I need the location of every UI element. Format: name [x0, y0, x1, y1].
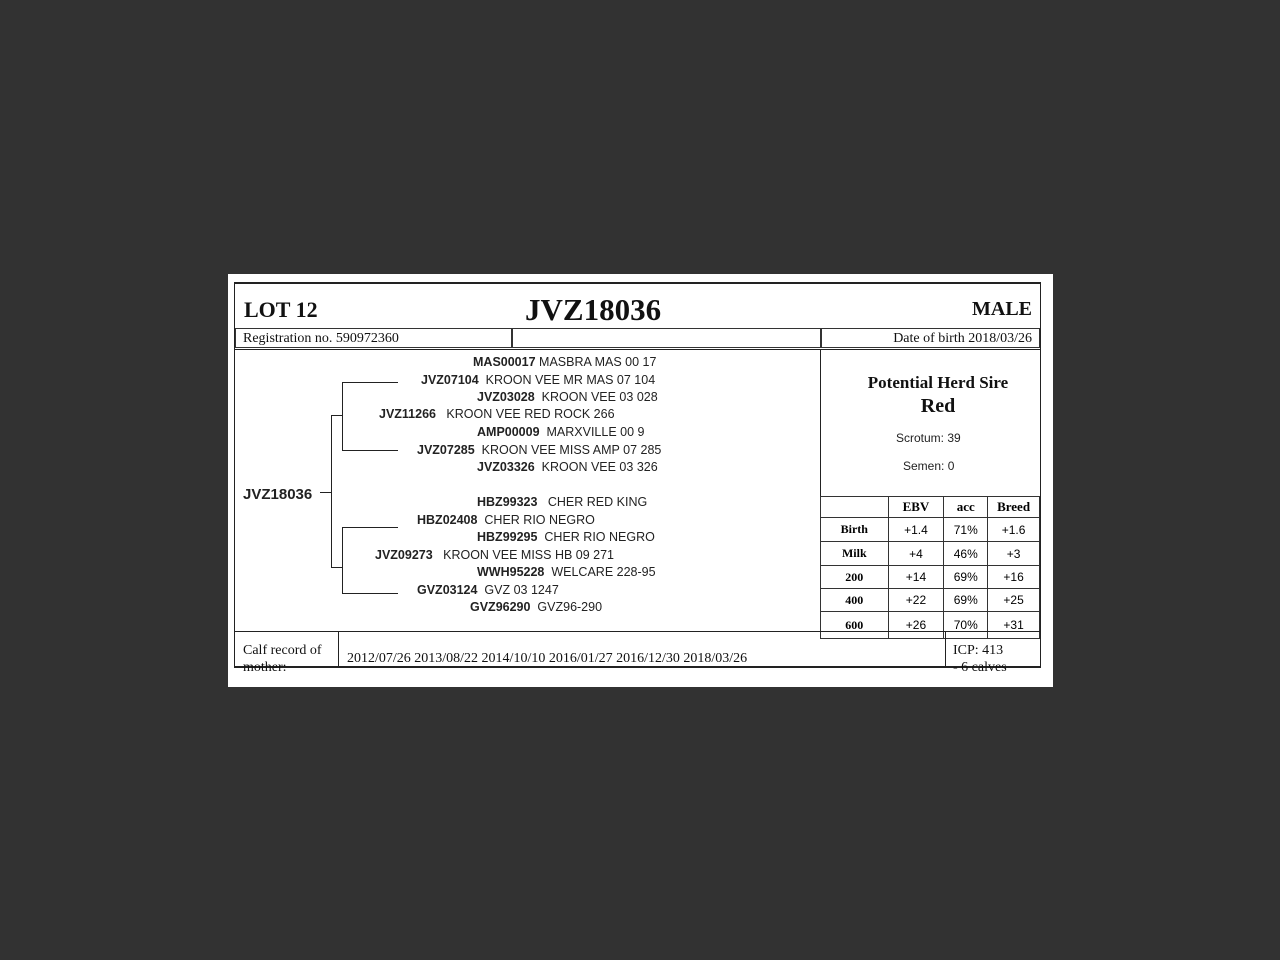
ebv-value: +4: [888, 542, 944, 566]
pedigree-entry: HBZ02408 CHER RIO NEGRO: [417, 513, 595, 527]
pedigree-entry: JVZ03028 KROON VEE 03 028: [477, 390, 658, 404]
blank-cell: [512, 328, 821, 348]
herd-sire-status: Potential Herd Sire: [867, 373, 1009, 392]
icp-value: ICP: 413: [953, 643, 1004, 658]
pedigree-entry: HBZ99323 CHER RED KING: [477, 495, 648, 509]
table-row: [821, 518, 1040, 542]
tree-connector: [342, 527, 343, 593]
acc-value: 69%: [944, 589, 988, 612]
row-label: Milk: [821, 542, 889, 566]
ebv-header-row: [821, 497, 1040, 518]
tree-connector: [342, 450, 398, 451]
cell-divider: [945, 631, 946, 668]
sex-label: MALE: [972, 298, 1032, 320]
breed-value: +1.6: [988, 518, 1040, 542]
date-of-birth: Date of birth 2018/03/26: [893, 331, 1032, 346]
acc-value: 70%: [944, 612, 988, 639]
row-label: 400: [821, 589, 889, 612]
table-row: [821, 612, 1040, 639]
tree-connector: [331, 567, 342, 568]
ebv-header-blank: [821, 497, 889, 518]
row-label: Birth: [821, 518, 889, 542]
ebv-value: +22: [888, 589, 944, 612]
pedigree-entry: JVZ11266 KROON VEE RED ROCK 266: [379, 407, 615, 421]
divider: [235, 349, 1040, 350]
lot-number: LOT 12: [244, 297, 318, 322]
tree-connector: [320, 492, 331, 493]
pedigree-entry: JVZ07104 KROON VEE MR MAS 07 104: [421, 373, 656, 387]
color-label: Red: [920, 395, 956, 417]
pedigree-entry: HBZ99295 CHER RIO NEGRO: [477, 530, 655, 544]
ebv-header-acc: acc: [944, 497, 988, 518]
scrotum-measurement: Scrotum: 39: [896, 431, 961, 445]
ebv-table: [820, 496, 1040, 639]
table-row: [821, 589, 1040, 612]
pedigree-subject: JVZ18036: [243, 486, 313, 503]
card-frame: [234, 282, 1041, 675]
pedigree-entry: JVZ07285 KROON VEE MISS AMP 07 285: [417, 443, 662, 457]
pedigree-entry: GVZ03124 GVZ 03 1247: [417, 583, 559, 597]
tree-connector: [331, 415, 342, 416]
acc-value: 69%: [944, 566, 988, 589]
tree-connector: [331, 415, 332, 568]
table-row: [821, 566, 1040, 589]
pedigree-entry: MAS00017 MASBRA MAS 00 17: [473, 355, 657, 369]
row-label: 200: [821, 566, 889, 589]
breed-value: +3: [988, 542, 1040, 566]
calf-record-dates: 2012/07/26 2013/08/22 2014/10/10 2016/01/27 2016/12/30 2018/03/26: [347, 651, 748, 666]
tree-connector: [342, 382, 398, 383]
pedigree-entry: JVZ03326 KROON VEE 03 326: [477, 460, 658, 474]
pedigree-entry: AMP00009 MARXVILLE 00 9: [477, 425, 645, 439]
pedigree-entry: JVZ09273 KROON VEE MISS HB 09 271: [375, 548, 615, 562]
ebv-header-breed: Breed: [988, 497, 1040, 518]
semen-measurement: Semen: 0: [903, 459, 955, 473]
ebv-value: +1.4: [888, 518, 944, 542]
breed-value: +25: [988, 589, 1040, 612]
breed-value: +16: [988, 566, 1040, 589]
pedigree-entry: WWH95228 WELCARE 228-95: [477, 565, 656, 579]
ebv-value: +26: [888, 612, 944, 639]
ebv-value: +14: [888, 566, 944, 589]
row-label: 600: [821, 612, 889, 639]
acc-value: 46%: [944, 542, 988, 566]
breed-value: +31: [988, 612, 1040, 639]
icp-summary: [953, 642, 1007, 676]
ebv-header-ebv: EBV: [888, 497, 944, 518]
tree-connector: [342, 382, 343, 450]
cell-divider: [338, 631, 339, 668]
acc-value: 71%: [944, 518, 988, 542]
divider: [235, 631, 1040, 632]
animal-id-title: JVZ18036: [525, 292, 662, 327]
pedigree-card: [228, 274, 1053, 687]
calf-record-label: Calf record of mother:: [243, 643, 322, 675]
calves-count: - 6 calves: [953, 660, 1007, 675]
pedigree-entry: GVZ96290 GVZ96-290: [470, 600, 603, 614]
table-row: [821, 542, 1040, 566]
tree-connector: [342, 527, 398, 528]
registration-number: Registration no. 590972360: [243, 331, 399, 346]
tree-connector: [342, 593, 398, 594]
